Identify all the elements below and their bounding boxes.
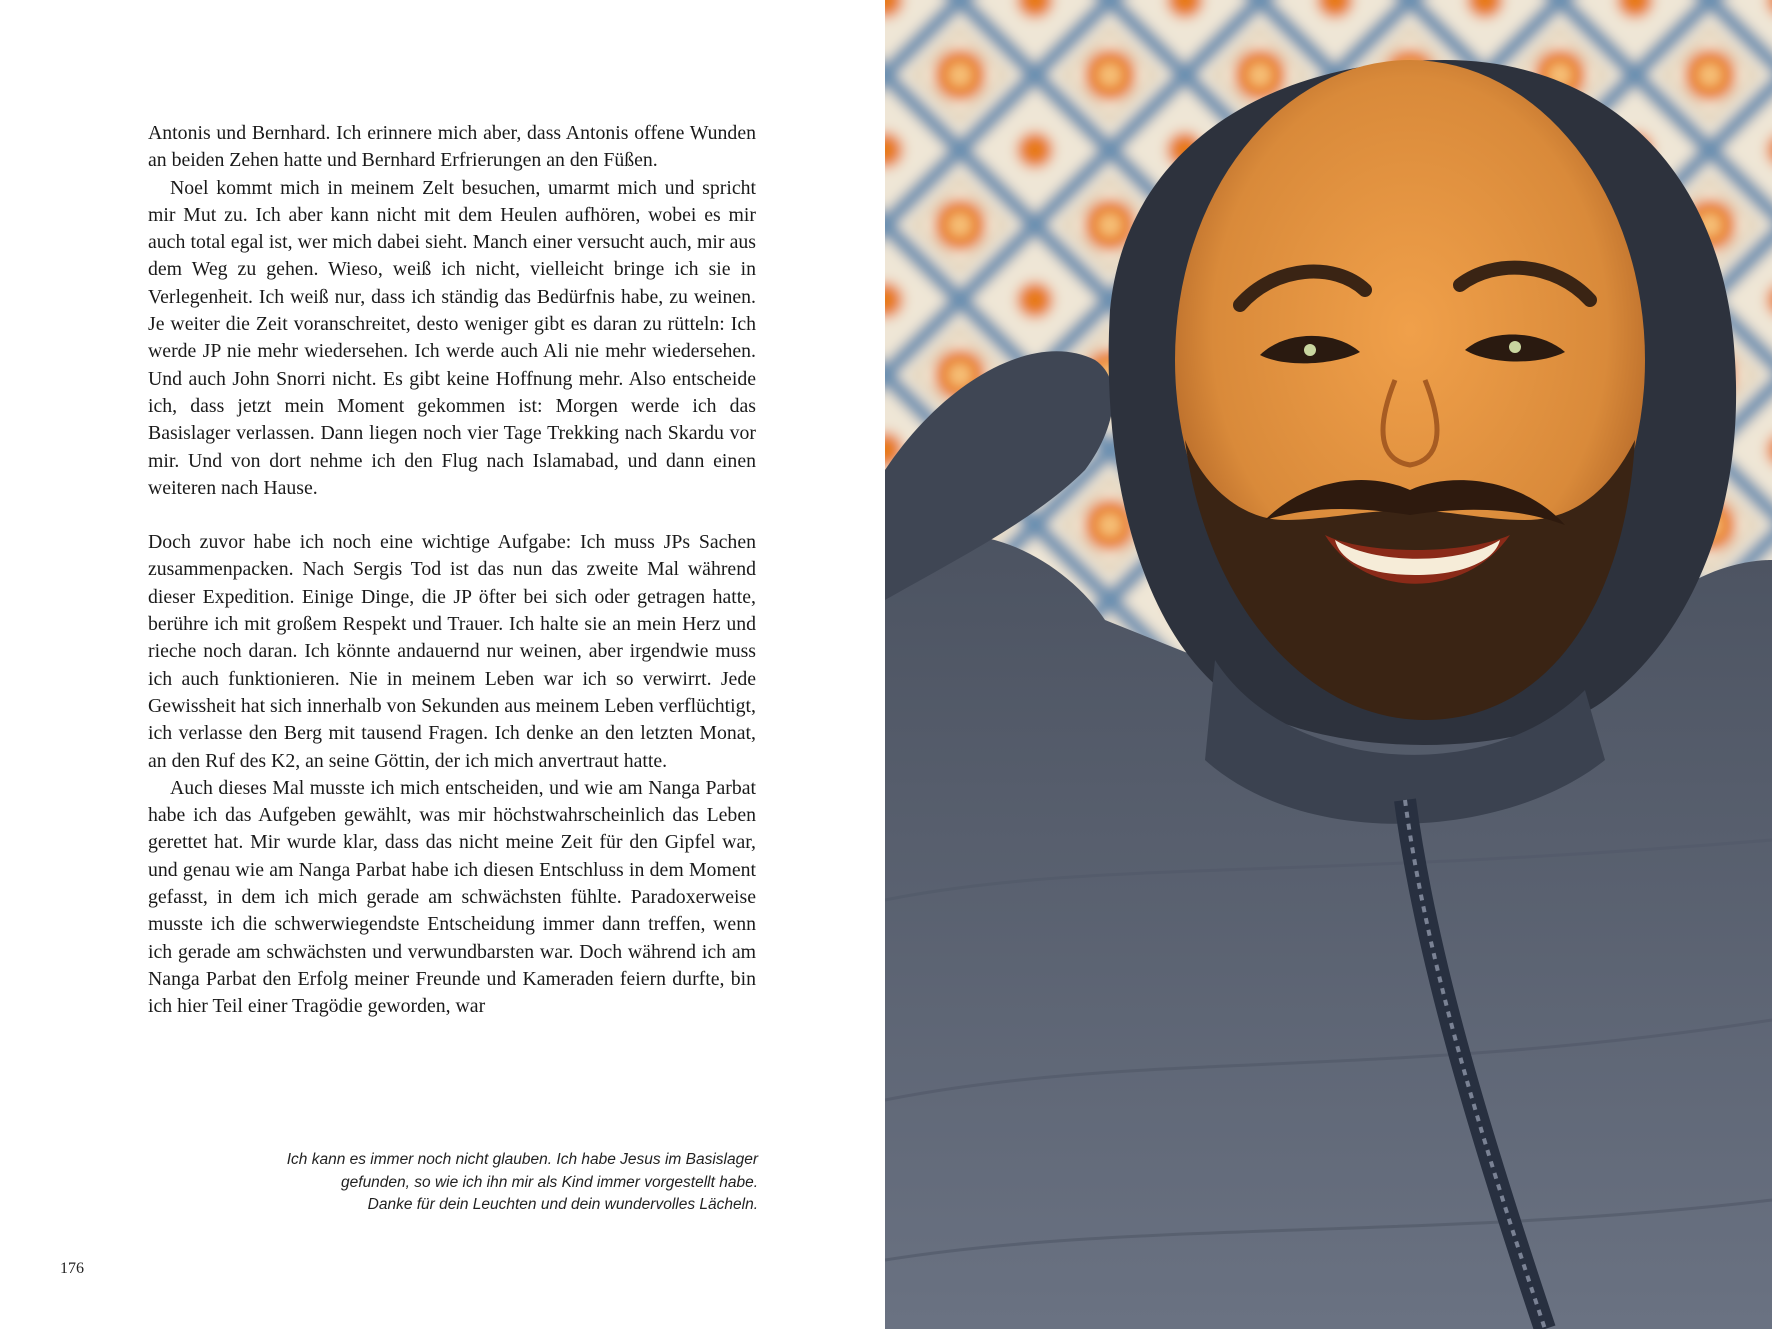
caption-line-2: gefunden, so wie ich ihn mir als Kind immer vorgestellt habe.	[341, 1173, 758, 1191]
caption-line-1: Ich kann es immer noch nicht glauben. Ich habe Jesus im Basislager	[286, 1151, 758, 1168]
portrait-illustration	[885, 0, 1772, 1329]
paragraph-3: Doch zuvor habe ich noch eine wichtige Aufgabe: Ich muss JPs Sachen zusammenpacken. Nach Sergis Tod ist das nun das zweite Mal während dieser Expedition. Einige Dinge, die JP öfter bei sich oder getragen hatte, berühre ich mit großem Respekt und Trauer. Ich halte sie an mein Herz und rieche noch daran. Ich könnte andauernd nur weinen, aber irgendwie muss ich auch funktionieren. Nie in meinem Leben war ich so verwirrt. Jede Gewissheit hat sich innerhalb von Sekunden aus meinem Leben verflüchtigt, ich verlasse den Berg mit tausend Fragen. Ich denke an den letzten Monat, an den Ruf des K2, an seine Göttin, der ich mich anvertraut hatte.	[148, 531, 756, 772]
paragraph-1: Antonis und Bernhard. Ich erinnere mich aber, dass Antonis offene Wunden an beiden Zehen hatte und Bernhard Erfrierungen an den Füßen.	[148, 122, 756, 172]
photo-caption	[230, 1149, 758, 1217]
page-number: 176	[60, 1260, 84, 1277]
caption-line-3: Danke für dein Leuchten und dein wundervolles Lächeln.	[367, 1196, 758, 1213]
body-text	[148, 120, 756, 1021]
paragraph-2: Noel kommt mich in meinem Zelt besuchen, umarmt mich und spricht mir Mut zu. Ich aber kann nicht mit dem Heulen aufhören, wobei es mir auch total egal ist, wer mich dabei sieht. Manch einer versucht auch, mir aus dem Weg zu gehen. Wieso, weiß ich nicht, vielleicht bringe ich sie in Verlegenheit. Ich weiß nur, dass ich ständig das Bedürfnis habe, zu weinen. Je weiter die Zeit voranschreitet, desto weniger gibt es daran zu rütteln: Ich werde JP nie mehr wiedersehen. Ich werde auch Ali nie mehr wiedersehen. Und auch John Snorri nicht. Es gibt keine Hoffnung mehr. Also entscheide ich, dass jetzt mein Moment gekommen ist: Morgen werde ich das Basislager verlassen. Dann liegen noch vier Tage Trekking nach Skardu vor mir. Und von dort nehme ich den Flug nach Islamabad, und dann einen weiteren nach Hause.	[148, 176, 756, 499]
text-page	[0, 0, 885, 1329]
portrait-photo	[885, 0, 1772, 1329]
paragraph-4: Auch dieses Mal musste ich mich entscheiden, und wie am Nanga Parbat habe ich das Aufgeben gewählt, was mir höchstwahrscheinlich das Leben gerettet hat. Mir wurde klar, dass das nicht meine Zeit für den Gipfel war, und genau wie am Nanga Parbat habe ich diesen Entschluss in dem Moment gefasst, in dem ich mich gerade am schwächsten fühlte. Paradoxerweise musste ich die schwerwiegendste Entscheidung immer dann treffen, wenn ich gerade am schwächsten und verwundbarsten war. Doch während ich am Nanga Parbat den Erfolg meiner Freunde und Kameraden feiern durfte, bin ich hier Teil einer Tragödie geworden, war	[148, 776, 756, 1018]
